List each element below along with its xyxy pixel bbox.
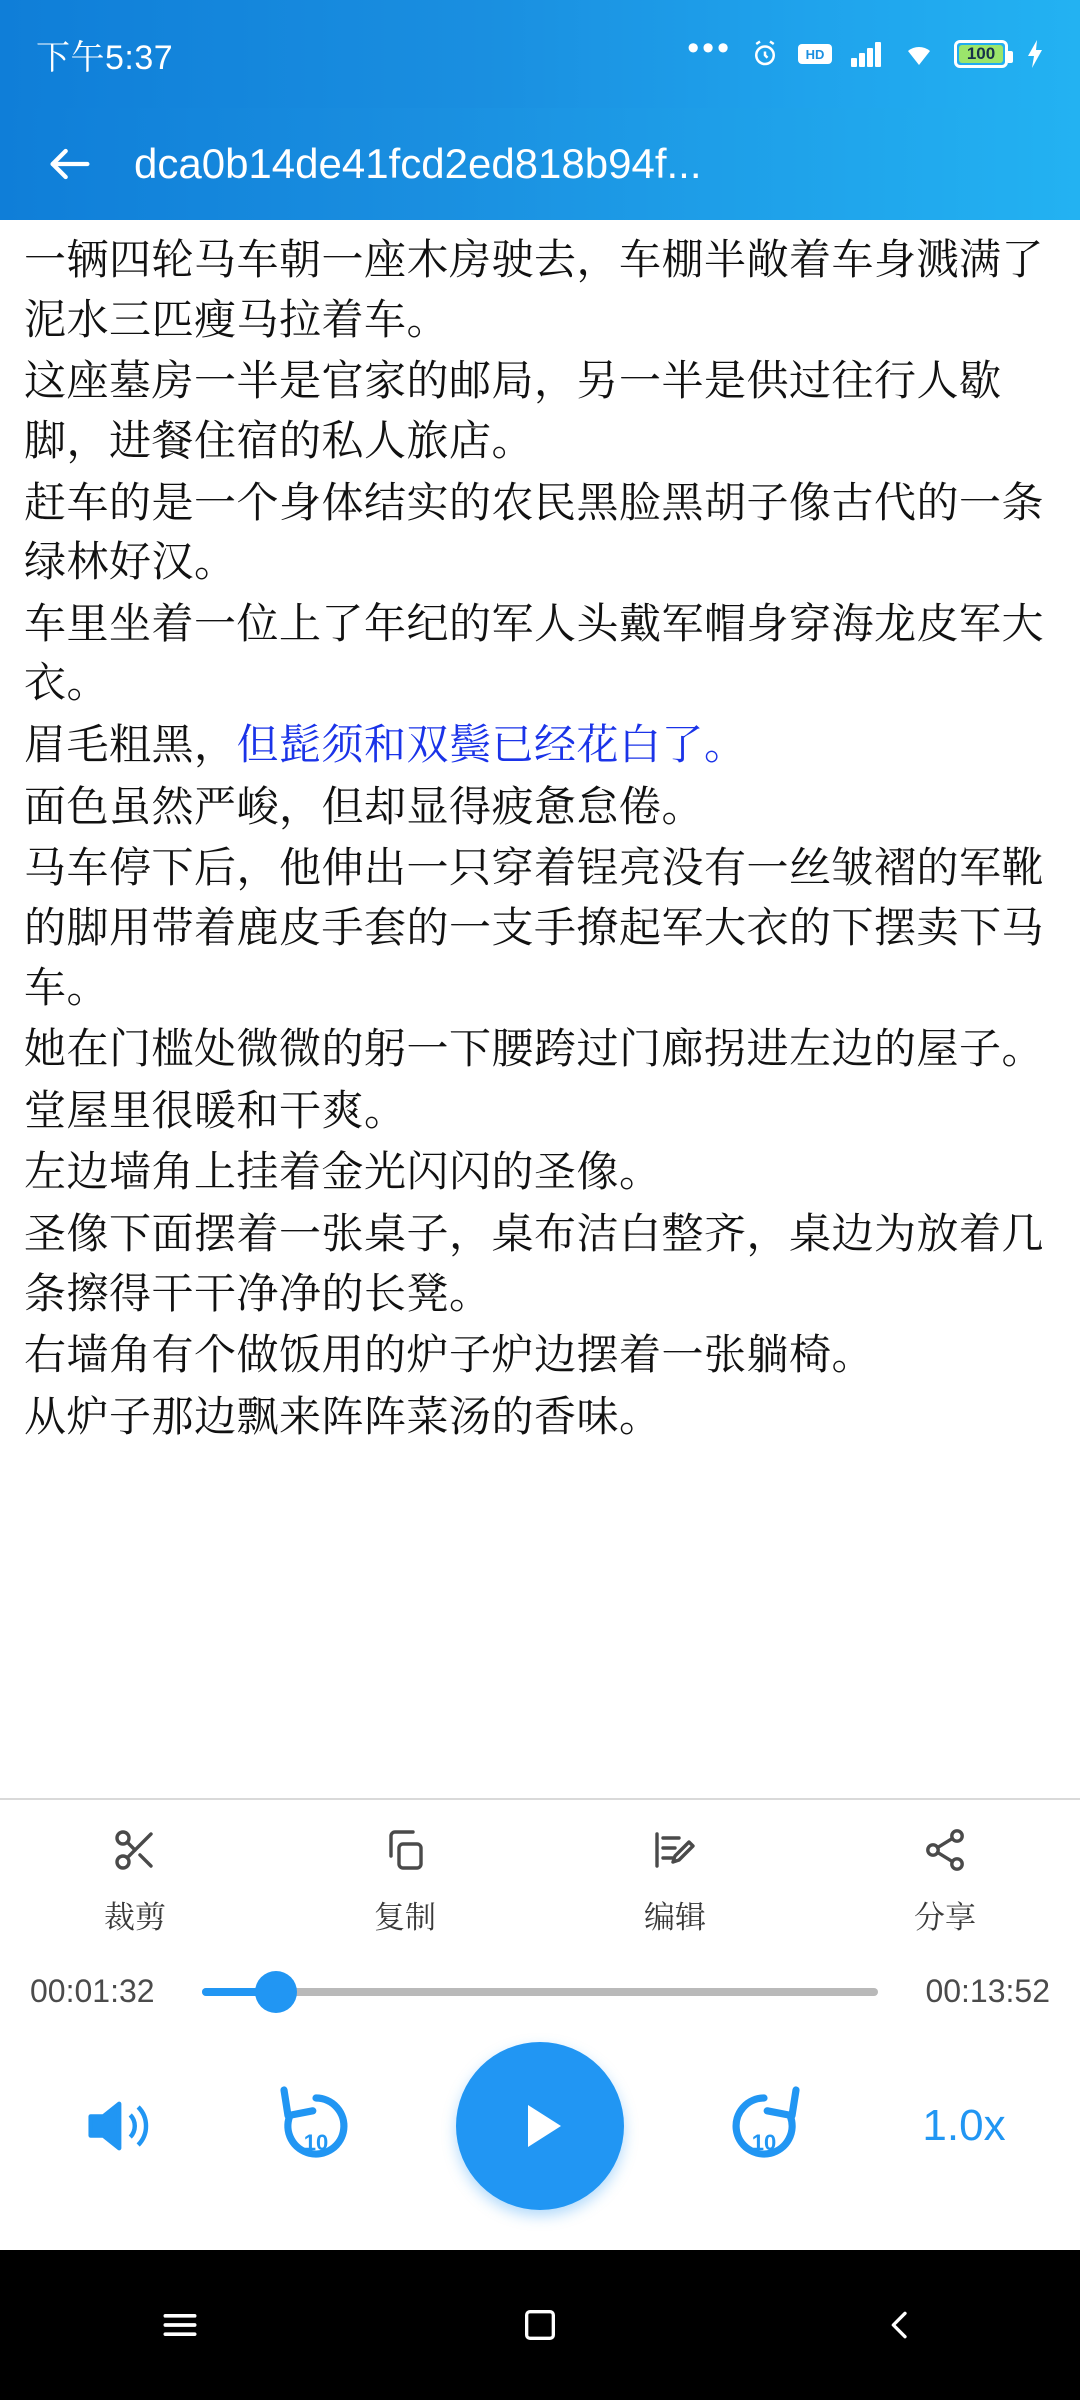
signal-icon bbox=[850, 40, 884, 68]
scissors-icon bbox=[111, 1822, 159, 1878]
status-icons bbox=[687, 29, 1044, 71]
volume-button[interactable] bbox=[56, 2066, 176, 2186]
status-bar bbox=[0, 0, 1080, 108]
transcript-line: 左边墙角上挂着金光闪闪的圣像。 bbox=[24, 1148, 662, 1196]
back-arrow-icon[interactable] bbox=[28, 122, 112, 206]
recents-button[interactable] bbox=[100, 2270, 260, 2380]
edit-action[interactable] bbox=[540, 1822, 810, 1937]
transcript-line: 从炉子那边飘来阵阵菜汤的香味。 bbox=[24, 1392, 662, 1440]
svg-text:HD: HD bbox=[805, 47, 825, 62]
forward-seconds: 10 bbox=[751, 2130, 777, 2155]
transcript-line: 车里坐着一位上了年纪的军人头戴军帽身穿海龙皮军大衣。 bbox=[24, 599, 1045, 707]
playback-speed-button[interactable]: 1.0x bbox=[922, 2101, 1006, 2150]
share-action[interactable] bbox=[810, 1822, 1080, 1937]
charging-bolt-icon bbox=[1026, 40, 1044, 68]
edit-label: 编辑 bbox=[644, 1900, 706, 1935]
share-icon bbox=[921, 1822, 969, 1878]
wifi-icon bbox=[902, 40, 936, 68]
transcript-text bbox=[24, 230, 1056, 1447]
status-time: 下午5:37 bbox=[36, 38, 174, 77]
play-icon bbox=[504, 2090, 576, 2162]
transcript-line: 马车停下后，他伸出一只穿着锃亮没有一丝皱褶的军靴的脚用带着鹿皮手套的一支手撩起军大衣的下摆卖下马车。 bbox=[24, 844, 1045, 1011]
rewind-seconds: 10 bbox=[303, 2130, 329, 2155]
transcript-line: 堂屋里很暖和干爽。 bbox=[24, 1086, 407, 1134]
play-button[interactable] bbox=[456, 2042, 624, 2210]
page-title: dca0b14de41fcd2ed818b94f... bbox=[134, 140, 702, 187]
transcript-line: 她在门槛处微微的躬一下腰跨过门廊拐进左边的屋子。 bbox=[24, 1025, 1045, 1073]
transcript-line-highlighted bbox=[24, 715, 1056, 775]
crop-label: 裁剪 bbox=[104, 1900, 166, 1935]
transcript-line: 面色虽然严峻，但却显得疲惫怠倦。 bbox=[24, 782, 705, 830]
total-time: 00:13:52 bbox=[925, 1973, 1050, 2009]
transcript-line-prefix: 眉毛粗黑， bbox=[24, 721, 237, 768]
crop-action[interactable] bbox=[0, 1822, 270, 1937]
copy-icon bbox=[381, 1822, 429, 1878]
current-time: 00:01:32 bbox=[30, 1973, 155, 2009]
transcript-line: 这座墓房一半是官家的邮局，另一半是供过往行人歇脚，进餐住宿的私人旅店。 bbox=[24, 357, 1002, 464]
share-label: 分享 bbox=[914, 1900, 976, 1935]
hd-icon bbox=[798, 42, 832, 66]
edit-icon bbox=[651, 1822, 699, 1878]
transcript-line: 赶车的是一个身体结实的农民黑脸黑胡子像古代的一条绿林好汉。 bbox=[24, 478, 1045, 586]
transcript-highlight: 但髭须和双鬓已经花白了。 bbox=[236, 721, 747, 768]
back-button[interactable] bbox=[820, 2270, 980, 2380]
progress-thumb[interactable] bbox=[255, 1971, 297, 2013]
alarm-icon bbox=[750, 39, 780, 69]
copy-action[interactable] bbox=[270, 1822, 540, 1937]
progress-track[interactable] bbox=[202, 1988, 878, 1996]
seek-bar[interactable] bbox=[0, 1955, 1080, 2020]
transcript-line: 一辆四轮马车朝一座木房驶去，车棚半敞着车身溅满了泥水三匹瘦马拉着车。 bbox=[24, 236, 1045, 343]
more-dots-icon: ••• bbox=[687, 29, 732, 67]
transcript-line: 圣像下面摆着一张桌子，桌布洁白整齐，桌边为放着几条擦得干干净净的长凳。 bbox=[24, 1210, 1045, 1317]
battery-icon bbox=[954, 40, 1008, 68]
forward-10-button[interactable] bbox=[704, 2066, 824, 2186]
app-bar bbox=[0, 108, 1080, 220]
player-controls bbox=[0, 2020, 1080, 2250]
rewind-10-button[interactable] bbox=[256, 2066, 376, 2186]
battery-level: 100 bbox=[966, 44, 996, 63]
action-bar bbox=[0, 1800, 1080, 1955]
system-nav-bar bbox=[0, 2250, 1080, 2400]
copy-label: 复制 bbox=[374, 1900, 436, 1935]
home-button[interactable] bbox=[460, 2270, 620, 2380]
transcript-line: 右墙角有个做饭用的炉子炉边摆着一张躺椅。 bbox=[24, 1331, 875, 1379]
transcript-area[interactable] bbox=[0, 220, 1080, 1798]
